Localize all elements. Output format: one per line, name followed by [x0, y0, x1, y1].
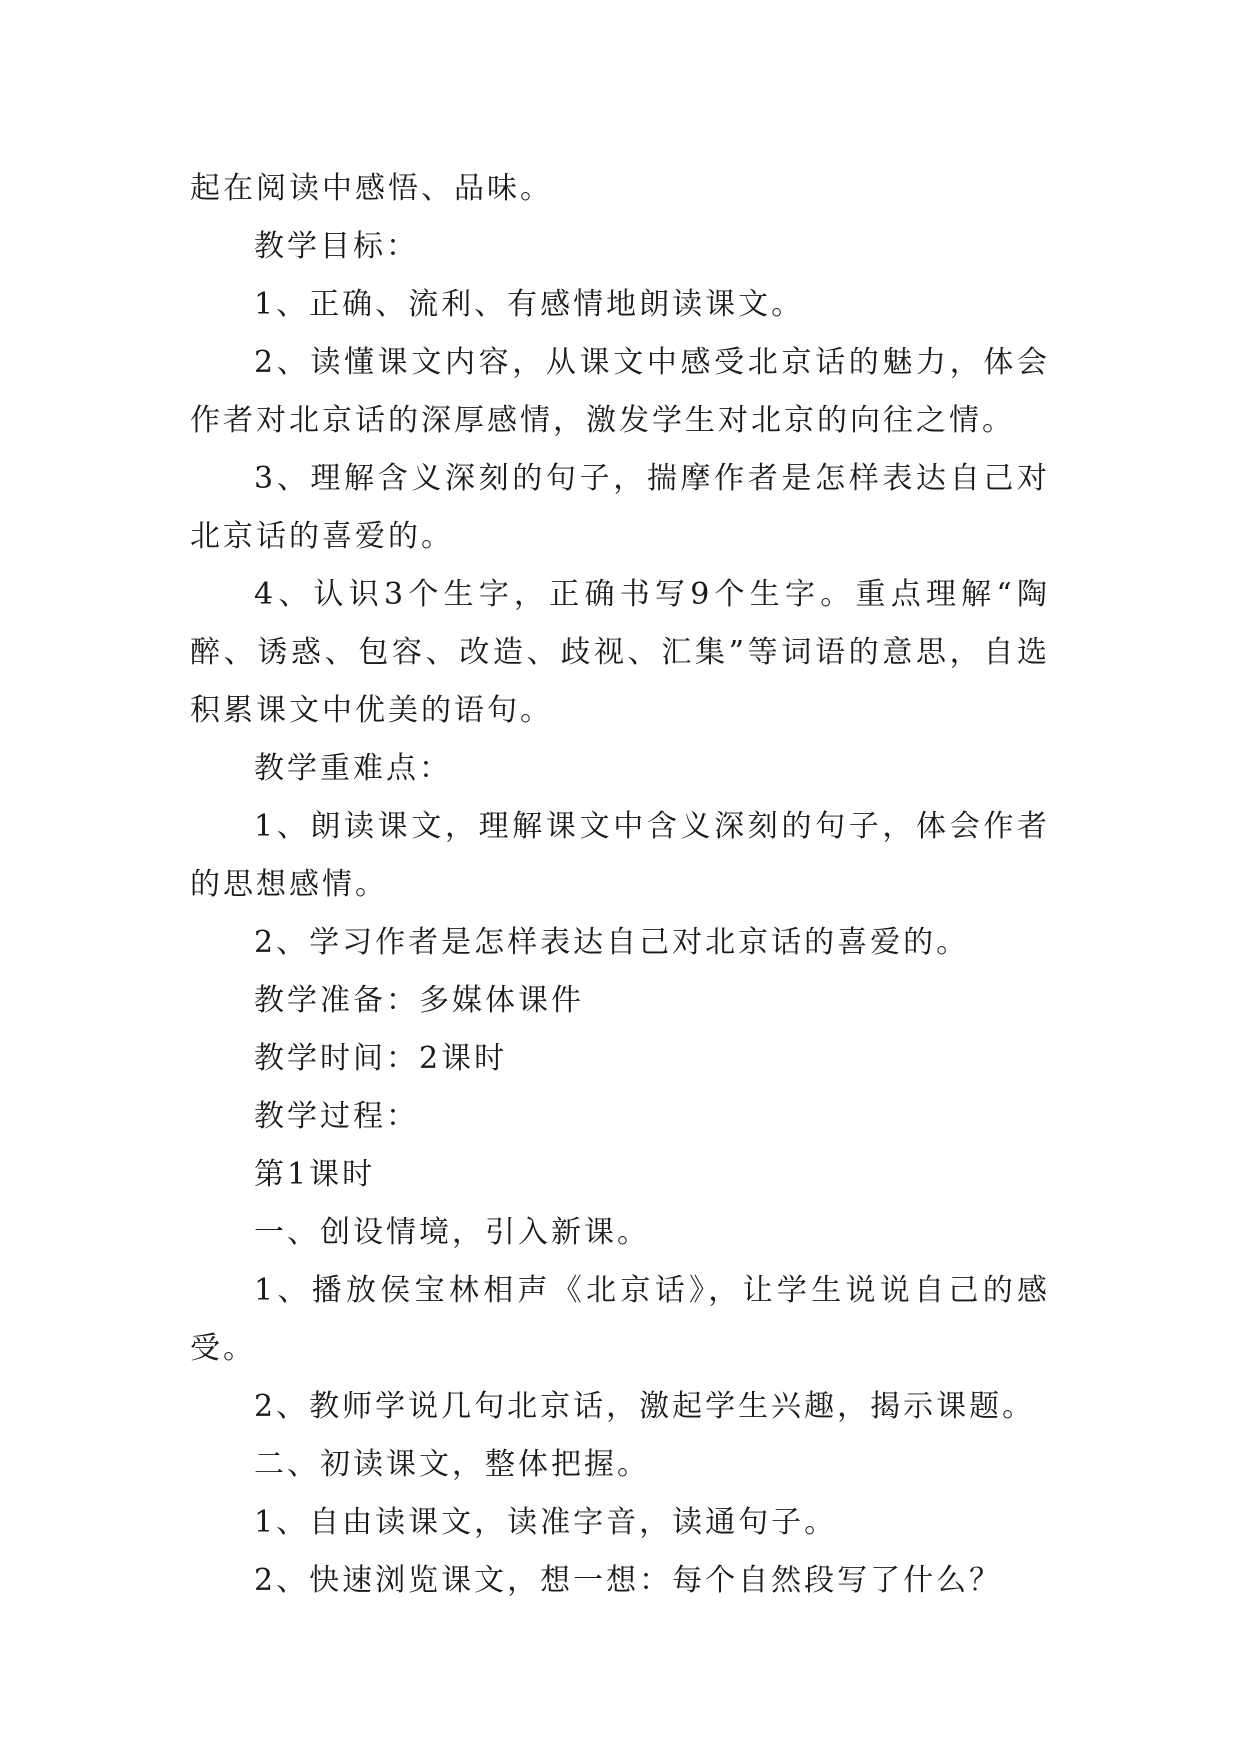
goal-item-2: 2、读懂课文内容，从课文中感受北京话的魅力，体会作者对北京话的深厚感情，激发学生对北京的向往之情。: [190, 345, 1050, 438]
key-point-item-1: 1、朗读课文，理解课文中含义深刻的句子，体会作者的思想感情。: [190, 809, 1050, 902]
key-point-item-2: 2、学习作者是怎样表达自己对北京话的喜爱的。: [254, 925, 970, 960]
section-heading-1: 一、创设情境，引入新课。: [254, 1215, 650, 1250]
heading-key-points: 教学重难点：: [254, 751, 452, 786]
section-1-item-1: 1、播放侯宝林相声《北京话》，让学生说说自己的感受。: [190, 1273, 1050, 1366]
section-1-item-2: 2、教师学说几句北京话，激起学生兴趣，揭示课题。: [254, 1389, 1036, 1424]
document-page: [190, 160, 1050, 1610]
paragraph-continuation: 起在阅读中感悟、品味。: [190, 171, 553, 206]
section-2-item-1: 1、自由读课文，读准字音，读通句子。: [254, 1505, 838, 1540]
goal-item-4: 4、认识3个生字，正确书写9个生字。重点理解“陶醉、诱惑、包容、改造、歧视、汇集”等词语的意思，自选积累课文中优美的语句。: [190, 577, 1050, 728]
teaching-time: 教学时间：2课时: [254, 1041, 508, 1076]
lesson-title: 第1课时: [254, 1157, 376, 1192]
goal-item-3: 3、理解含义深刻的句子，揣摩作者是怎样表达自己对北京话的喜爱的。: [190, 461, 1050, 554]
goal-item-1: 1、正确、流利、有感情地朗读课文。: [254, 287, 805, 322]
teaching-preparation: 教学准备：多媒体课件: [254, 983, 584, 1018]
heading-teaching-goals: 教学目标：: [254, 229, 419, 264]
section-2-item-2: 2、快速浏览课文，想一想：每个自然段写了什么？: [254, 1563, 1003, 1598]
heading-teaching-process: 教学过程：: [254, 1099, 419, 1134]
section-heading-2: 二、初读课文，整体把握。: [254, 1447, 650, 1482]
